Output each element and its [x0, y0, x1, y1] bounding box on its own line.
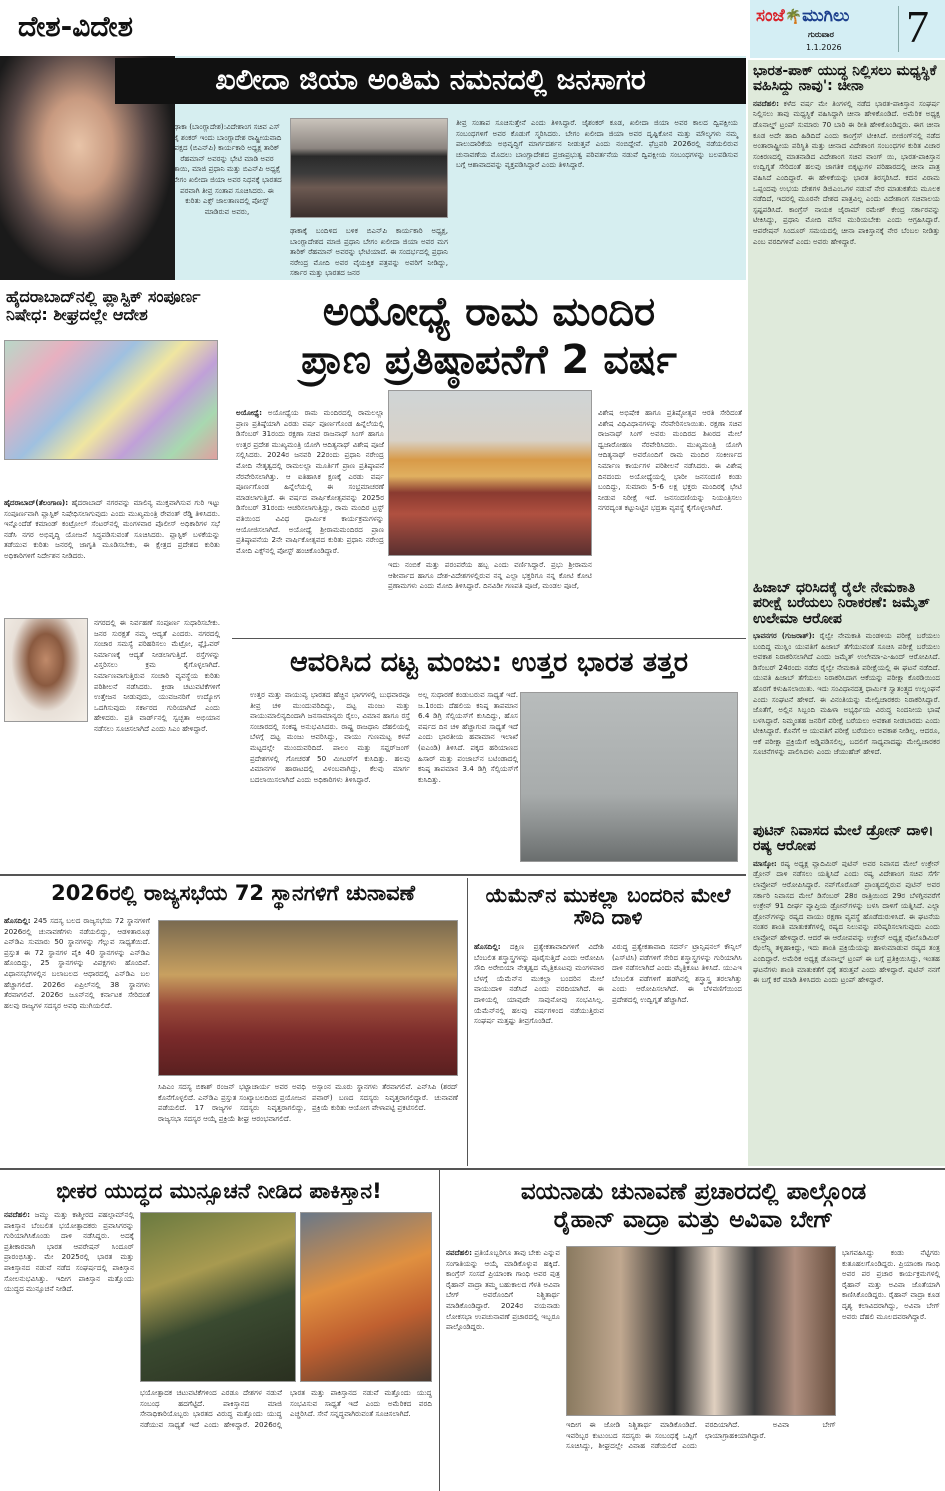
fog-text-col1: ಉತ್ತರ ಮತ್ತು ವಾಯುವ್ಯ ಭಾರತದ ಹೆಚ್ಚಿನ ಭಾಗಗಳಲ್ಲಿ ಬುಧವಾರವೂ ತೀವ್ರ ಚಳಿ ಮುಂದುವರಿದಿದ್ದು, ದಟ್ಟ ಮಂಜು ಮತ್ತು ವಾಯುಮಾಲಿನ್ಯದಿಂದಾಗಿ ಜನಸಾಮಾನ್ಯರು ರೈಲು, ವಿಮಾನ ಹಾಗೂ ರಸ್ತೆ ಸಂಚಾರದಲ್ಲಿ ಸಂಕಷ್ಟ ಅನುಭವಿಸಿದರು. ರಾಷ್ಟ್ರ ರಾಜಧಾನಿ ದೆಹಲಿಯಲ್ಲಿ ಬೆಳಗ್ಗೆ ದಟ್ಟ ಮಂಜು ಆವರಿಸಿದ್ದು, ವಾಯು ಗುಣಮಟ್ಟ ಕಳಪೆ ಮಟ್ಟದಲ್ಲೇ ಮುಂದುವರಿದಿದೆ. ಪಾಲಂ ಮತ್ತು ಸಫ್ದರ್‌ಜಂಗ್ ಪ್ರದೇಶಗಳಲ್ಲಿ ಗೋಚರತೆ 50 ಮೀಟರ್‌ಗೆ ಕುಸಿದಿತ್ತು. ಹಲವು ವಿಮಾನಗಳ ಹಾರಾಟದಲ್ಲಿ ವಿಳಂಬವಾಗಿದ್ದು, ಕೆಲವು ಮಾರ್ಗ ಬದಲಾಯಿಸಲಾಗಿದೆ ಎಂದು ಅಧಿಕಾರಿಗಳು ತಿಳಿಸಿದ್ದಾರೆ. — [250, 690, 410, 784]
wayanad-text-col1 — [446, 1248, 560, 1488]
dateline: ಹೊಸದಿಲ್ಲಿ: — [474, 942, 501, 951]
rajyasabha-text-col2: ಸಿಪಿಎಂ ಸದಸ್ಯ ಬಿಕಾಶ್ ರಂಜನ್ ಭಟ್ಟಾಚಾರ್ಯ ಅವರ ಅವಧಿ ಕೊನೆಗೊಳ್ಳಲಿದೆ. ಎನ್‌ಡಿಎ ಪ್ರಸ್ತುತ ಸಂಖ್ಯಾಬಲದಿಂದ ಪ್ರಯೋಜನ ಪಡೆಯಲಿದೆ. 17 ರಾಜ್ಯಗಳ ಸದಸ್ಯರು ನಿವೃತ್ತರಾಗಲಿದ್ದು, ರಾಜ್ಯಸಭಾ ಸದಸ್ಯರ ಆಯ್ಕೆ ಪ್ರಕ್ರಿಯೆ ಶೀಘ್ರ ಆರಂಭವಾಗಲಿದೆ. — [158, 1082, 306, 1123]
headline: ಖಲೀದಾ ಜಿಯಾ ಅಂತಿಮ ನಮನದಲ್ಲಿ ಜನಸಾಗರ — [215, 63, 646, 96]
pakistan-body-1: ಜಮ್ಮು ಮತ್ತು ಕಾಶ್ಮೀರದ ಪಹಲ್ಗಾಮ್‌ನಲ್ಲಿ ಪಾಕಿಸ್ತಾನ ಬೆಂಬಲಿತ ಭಯೋತ್ಪಾದಕರು ಪ್ರವಾಸಿಗರನ್ನು ಗುರಿಯಾಗಿಸಿಕೊಂಡು ದಾಳಿ ನಡೆಸಿದ್ದರು. ಅದಕ್ಕೆ ಪ್ರತೀಕಾರವಾಗಿ ಭಾರತ ಆಪರೇಷನ್ ಸಿಂದೂರ್ ಪ್ರಾರಂಭಿಸಿತ್ತು. ಮೇ 2025ರಲ್ಲಿ ಭಾರತ ಮತ್ತು ಪಾಕಿಸ್ತಾನದ ನಡುವೆ ನಡೆದ ಸಂಘರ್ಷದಲ್ಲಿ ಪಾಕಿಸ್ತಾನ ಸೋಲನುಭವಿಸಿತ್ತು. ಇದೀಗ ಪಾಕಿಸ್ತಾನ ಮತ್ತೊಂದು ಯುದ್ಧದ ಮುನ್ಸೂಚನೆ ನೀಡಿದೆ. — [4, 1210, 134, 1294]
yemen-headline: ಯೆಮೆನ್‌ನ ಮುಕಲ್ಲಾ ಬಂದರಿನ ಮೇಲೆ ಸೌದಿ ದಾಳಿ — [485, 883, 731, 929]
dateline: ಹೊಸದಿಲ್ಲಿ: — [4, 916, 31, 925]
dateline: ಅಯೋಧ್ಯೆ: — [236, 408, 262, 417]
putin-body: ರಷ್ಯ ಅಧ್ಯಕ್ಷ ವ್ಲಾದಿಮಿರ್ ಪುಟಿನ್ ಅವರ ನಿವಾಸದ ಮೇಲೆ ಉಕ್ರೇನ್ ಡ್ರೋನ್ ದಾಳಿ ನಡೆಸಲು ಯತ್ನಿಸಿದೆ ಎಂದು ರಷ್ಯ ವಿದೇಶಾಂಗ ಸಚಿವ ಸೆರ್ಗೆ ಲಾವ್ರೋವ್ ಆರೋಪಿಸಿದ್ದಾರೆ. ನವ್‌ಗೊರೊಡ್ ಪ್ರಾಂತ್ಯದಲ್ಲಿರುವ ಪುಟಿನ್ ಅವರ ಸರ್ಕಾರಿ ನಿವಾಸದ ಮೇಲೆ ಡಿಸೆಂಬರ್ 28ರ ರಾತ್ರಿಯಿಂದ 29ರ ಬೆಳಗ್ಗಿನವರೆಗೆ ಉಕ್ರೇನ್ 91 ದೀರ್ಘ ವ್ಯಾಪ್ತಿಯ ಡ್ರೋನ್‌ಗಳನ್ನು ಬಳಸಿ ದಾಳಿಗೆ ಯತ್ನಿಸಿದೆ. ಎಲ್ಲಾ ಡ್ರೋನ್‌ಗಳನ್ನು ರಷ್ಯದ ವಾಯು ರಕ್ಷಣಾ ವ್ಯವಸ್ಥೆ ಹೊಡೆದುರುಳಿಸಿದೆ. ಈ ಘಟನೆಯ ನಂತರ ಶಾಂತಿ ಮಾತುಕತೆಗಳಲ್ಲಿ ರಷ್ಯದ ನಿಲುವನ್ನು ಪರಿಷ್ಕರಿಸಲಾಗುವುದು ಎಂದು ಲಾವ್ರೋವ್ ಹೇಳಿದ್ದಾರೆ. ಆದರೆ ಈ ಆರೋಪವನ್ನು ಉಕ್ರೇನ್ ಅಧ್ಯಕ್ಷ ವೊಲೊಡಿಮಿರ್ ಝೆಲೆನ್ಸ್ಕಿ ತಳ್ಳಿಹಾಕಿದ್ದು, ಇದು ಶಾಂತಿ ಪ್ರಕ್ರಿಯೆಯನ್ನು ಹಾಳುಮಾಡುವ ರಷ್ಯದ ತಂತ್ರ ಎಂದಿದ್ದಾರೆ. ಅಮೆರಿಕ ಅಧ್ಯಕ್ಷ ಡೊನಾಲ್ಡ್ ಟ್ರಂಪ್ ಈ ಬಗ್ಗೆ ಪ್ರತಿಕ್ರಿಯಿಸಿದ್ದು, ಇಂತಹ ಘಟನೆಗಳು ಶಾಂತಿ ಮಾತುಕತೆಗೆ ಧಕ್ಕೆ ತರುತ್ತವೆ ಎಂದು ಹೇಳಿದ್ದಾರೆ. ಪುಟಿನ್ ನನಗೆ ಈ ಬಗ್ಗೆ ಕರೆ ಮಾಡಿ ತಿಳಿಸಿದರು ಎಂದು ಟ್ರಂಪ್ ಹೇಳಿದ್ದಾರೆ. — [753, 858, 940, 985]
rajyasabha-text-col3: ಅಸ್ಸಾಂನ ಮೂರು ಸ್ಥಾನಗಳು ತೆರವಾಗಲಿವೆ. ಎನ್‌ಸಿಪಿ (ಶರದ್ ಪವಾರ್) ಬಣದ ಸದಸ್ಯರು ನಿವೃತ್ತರಾಗಲಿದ್ದಾರೆ. ಚುನಾವಣೆ ಪ್ರಕ್ರಿಯೆ ಕುರಿತು ಆಯೋಗ ವೇಳಾಪಟ್ಟಿ ಪ್ರಕಟಿಸಲಿದೆ. — [312, 1082, 458, 1113]
dateline: ನವದೆಹಲಿ: — [4, 1210, 30, 1219]
photo-raihan-aviva — [566, 1246, 836, 1416]
section-header — [0, 0, 745, 56]
dateline: ನವದೆಹಲಿ: — [446, 1248, 472, 1257]
photo-dhaka-crowd — [290, 118, 448, 218]
story-text-col2: ಢಾಕಾಕ್ಕೆ ಬಂದಿಳಿದ ಬಳಿಕ ಬಿಎನ್‌ಪಿ ಕಾರ್ಯಕಾರಿ ಅಧ್ಯಕ್ಷ, ಬಾಂಗ್ಲಾದೇಶದ ಮಾಜಿ ಪ್ರಧಾನಿ ಬೇಗಂ ಖಲೀದಾ ಜಿಯಾ ಅವರ ಮಗ ತಾರಿಕ್ ರೆಹಮಾನ್ ಅವರನ್ನು ಭೇಟಿಯಾದೆ. ಈ ಸಂದರ್ಭದಲ್ಲಿ ಪ್ರಧಾನಿ ನರೇಂದ್ರ ಮೋದಿ ಅವರ ವೈಯಕ್ತಿಕ ಪತ್ರವನ್ನು ಅವರಿಗೆ ನೀಡಿದ್ದು, ಸರ್ಕಾರ ಮತ್ತು ಭಾರತದ ಜನರ — [290, 226, 448, 278]
sidebar — [748, 60, 945, 1166]
story-khaleda — [0, 56, 746, 280]
story-text-col1: ಢಾಕಾ (ಬಾಂಗ್ಲಾದೇಶ):ವಿದೇಶಾಂಗ ಸಚಿವ ಎಸ್ ಜೈ ಶಂಕರ್ ಇಂದು ಬಾಂಗ್ಲಾದೇಶ ರಾಷ್ಟ್ರೀಯವಾದಿ ಪಕ್ಷದ (ಬಿಎನ್‌ಪಿ) ಕಾರ್ಯಕಾರಿ ಅಧ್ಯಕ್ಷ ತಾರಿಕ್ ರೆಹಮಾನ್ ಅವರನ್ನು ಭೇಟಿ ಮಾಡಿ ಅವರ ತಾಯಿ, ಮಾಜಿ ಪ್ರಧಾನಿ ಮತ್ತು ಬಿಎನ್‌ಪಿ ಅಧ್ಯಕ್ಷೆ ಬೇಗಂ ಖಲೀದಾ ಜಿಯಾ ಅವರ ನಿಧನಕ್ಕೆ ಭಾರತದ ಪರವಾಗಿ ತೀವ್ರ ಸಂತಾಪ ಸೂಚಿಸಿದರು. ಈ ಕುರಿತು ಎಕ್ಸ್ ಜಾಲತಾಣದಲ್ಲಿ ಪೋಸ್ಟ್ ಮಾಡಿರುವ ಅವರು, — [172, 122, 282, 216]
masthead — [750, 0, 945, 58]
plastic-text-2: ನಗರದಲ್ಲಿ ಈ ನಿರ್ವಹಣೆ ಸಂಪೂರ್ಣ ಸುಧಾರಿಸಬೇಕು. ಜನರ ಸುರಕ್ಷತೆ ನಮ್ಮ ಆದ್ಯತೆ ಎಂದರು. ನಗರದಲ್ಲಿ ಸಂಚಾರ ಸಮಸ್ಯೆ ಪರಿಹರಿಸಲು ಮೆಟ್ರೋ, ಫ್ಲೈಓವರ್ ನಿರ್ಮಾಣಕ್ಕೆ ಆದ್ಯತೆ ನೀಡಲಾಗುತ್ತಿದೆ. ರಸ್ತೆಗಳನ್ನು ವಿಸ್ತರಿಸಲು ಕ್ರಮ ಕೈಗೊಳ್ಳಲಾಗಿದೆ. ನಿರ್ಮಾಣವಾಗುತ್ತಿರುವ ಸಂಚಾರಿ ವ್ಯವಸ್ಥೆಯ ಕುರಿತು ಪರಿಶೀಲನೆ ನಡೆಸಿದರು. ಕ್ರೀಡಾ ಚಟುವಟಿಕೆಗಳಿಗೆ ಉತ್ತೇಜನ ನೀಡುವುದು, ಯುವಜನರಿಗೆ ಉದ್ಯೋಗ ಒದಗಿಸುವುದು ಸರ್ಕಾರದ ಗುರಿಯಾಗಿದೆ ಎಂದು ಹೇಳಿದರು. ಪ್ರತಿ ವಾರ್ಡ್‌ನಲ್ಲಿ ಸ್ವಚ್ಛತಾ ಅಭಿಯಾನ ನಡೆಸಲು ಸೂಚಿಸಲಾಗಿದೆ ಎಂದು ಸಿಎಂ ಹೇಳಿದ್ದಾರೆ. — [94, 618, 220, 733]
china-text — [753, 99, 940, 579]
ayodhya-headline-line1: ಅಯೋಧ್ಯೆ ರಾಮ ಮಂದಿರ — [322, 289, 656, 335]
day: ಗುರುವಾರ — [808, 30, 834, 39]
logo-text-right: ಮುಗಿಲು — [802, 6, 850, 26]
china-body: ಕಳೆದ ವರ್ಷ ಮೇ ತಿಂಗಳಲ್ಲಿ ನಡೆದ ಭಾರತ-ಪಾಕಿಸ್ತಾನ ಸಂಘರ್ಷ ನಿಲ್ಲಿಸಲು ತಾವು ಮಧ್ಯಸ್ಥಿಕೆ ವಹಿಸಿದ್ದಾಗಿ ಚೀನಾ ಹೇಳಿಕೊಂಡಿದೆ. ಅಮೆರಿಕ ಅಧ್ಯಕ್ಷ ಡೊನಾಲ್ಡ್ ಟ್ರಂಪ್ ಸುಮಾರು 70 ಬಾರಿ ಈ ರೀತಿ ಹೇಳಿಕೊಂಡಿದ್ದರು. ಈಗ ಚೀನಾ ಕೂಡ ಅದೇ ಹಾದಿ ಹಿಡಿದಿದೆ ಎಂದು ಕಾಂಗ್ರೆಸ್ ಟೀಕಿಸಿದೆ. ಬೀಜಿಂಗ್‌ನಲ್ಲಿ ನಡೆದ ಅಂತಾರಾಷ್ಟ್ರೀಯ ಪರಿಸ್ಥಿತಿ ಮತ್ತು ಚೀನಾದ ವಿದೇಶಾಂಗ ಸಂಬಂಧಗಳ ಕುರಿತ ವಿಚಾರ ಸಂಕಿರಣದಲ್ಲಿ ಮಾತನಾಡಿದ ವಿದೇಶಾಂಗ ಸಚಿವ ವಾಂಗ್ ಯಿ, ಭಾರತ-ಪಾಕಿಸ್ತಾನ ಉದ್ವಿಗ್ನತೆ ಸೇರಿದಂತೆ ಹಲವು ಜಾಗತಿಕ ಬಿಕ್ಕಟ್ಟುಗಳ ಪರಿಹಾರದಲ್ಲಿ ಚೀನಾ ಪಾತ್ರ ವಹಿಸಿದೆ ಎಂದಿದ್ದಾರೆ. ಈ ಹೇಳಿಕೆಯನ್ನು ಭಾರತ ತಿರಸ್ಕರಿಸಿದೆ. ಕದನ ವಿರಾಮ ಒಪ್ಪಂದವು ಉಭಯ ದೇಶಗಳ ಡಿಜಿಎಂಒಗಳ ನಡುವೆ ನೇರ ಮಾತುಕತೆಯ ಮೂಲಕ ನಡೆದಿದೆ, ಇದರಲ್ಲಿ ಮೂರನೇ ದೇಶದ ಪಾತ್ರವಿಲ್ಲ ಎಂದು ವಿದೇಶಾಂಗ ಸಚಿವಾಲಯ ಸ್ಪಷ್ಟಪಡಿಸಿದೆ. ಕಾಂಗ್ರೆಸ್ ನಾಯಕ ಜೈರಾಮ್ ರಮೇಶ್ ಕೇಂದ್ರ ಸರ್ಕಾರವನ್ನು ಟೀಕಿಸಿದ್ದು, ಪ್ರಧಾನಿ ಮೋದಿ ಮೌನ ಮುರಿಯಬೇಕು ಎಂದು ಆಗ್ರಹಿಸಿದ್ದಾರೆ. ಆಪರೇಷನ್ ಸಿಂದೂರ್ ಸಮಯದಲ್ಲಿ ಚೀನಾ ಪಾಕಿಸ್ತಾನಕ್ಕೆ ನೇರ ಬೆಂಬಲ ನೀಡಿತ್ತು ಎಂಬ ವರದಿಗಳಿವೆ ಎಂದು ಅವರು ಹೇಳಿದ್ದಾರೆ. — [753, 98, 940, 246]
wayanad-body-1: ಪ್ರತಿಯೊಬ್ಬರಿಗೂ ತಾವು ಬೇಕು ಎನ್ನುವ ಸಂಗಾತಿಯನ್ನು ಆಯ್ಕೆ ಮಾಡಿಕೊಳ್ಳುವ ಹಕ್ಕಿದೆ. ಕಾಂಗ್ರೆಸ್ ಸಂಸದೆ ಪ್ರಿಯಾಂಕಾ ಗಾಂಧಿ ಅವರ ಪುತ್ರ ರೈಹಾನ್ ವಾದ್ರಾ ತಮ್ಮ ಬಹುಕಾಲದ ಗೆಳತಿ ಅವಿವಾ ಬೇಗ್ ಅವರೊಂದಿಗೆ ನಿಶ್ಚಿತಾರ್ಥ ಮಾಡಿಕೊಂಡಿದ್ದಾರೆ. 2024ರ ವಯನಾಡು ಲೋಕಸಭಾ ಉಪಚುನಾವಣೆ ಪ್ರಚಾರದಲ್ಲಿ ಇಬ್ಬರೂ ಪಾಲ್ಗೊಂಡಿದ್ದರು. — [446, 1248, 560, 1332]
story-fog — [232, 640, 746, 872]
pakistan-text-col1 — [4, 1210, 134, 1488]
plastic-body-1: ಹೈದರಾಬಾದ್ ನಗರವನ್ನು ಮಾಲಿನ್ಯ ಮುಕ್ತವಾಗಿಸುವ ಗುರಿ ಇಟ್ಟು ಸಂಪೂರ್ಣವಾಗಿ ಪ್ಲಾಸ್ಟಿಕ್ ನಿಷೇಧಿಸಲಾಗುವುದು ಎಂದು ಮುಖ್ಯಮಂತ್ರಿ ರೇವಂತ್ ರೆಡ್ಡಿ ತಿಳಿಸಿದರು. ಇನ್ನೊಂದೆಡೆ ಕಮಾಂಡ್ ಕಂಟ್ರೋಲ್ ಸೆಂಟರ್‌ನಲ್ಲಿ ಮಂಗಳವಾರ ಪೊಲೀಸ್ ಅಧಿಕಾರಿಗಳ ಸಭೆ ನಡೆಸಿ ನಗರ ಅಭಿವೃದ್ಧಿ ಯೋಜನೆ ಸಿದ್ಧಪಡಿಸುವಂತೆ ಸೂಚಿಸಿದರು. ಪ್ಲಾಸ್ಟಿಕ್ ಬಳಕೆಯನ್ನು ತಡೆಯುವ ಕುರಿತು ಜನರಲ್ಲಿ ಜಾಗೃತಿ ಮೂಡಿಸಬೇಕು, ಈ ಕ್ಷೇತ್ರದ ಪ್ರದೇಶದ ಕುರಿತು ಅಧಿಕಾರಿಗಳಿಗೆ ನಿರ್ದೇಶನ ನೀಡಿದರು. — [4, 498, 220, 560]
logo — [756, 6, 849, 26]
wayanad-headline-line1: ವಯನಾಡು ಚುನಾವಣೆ ಪ್ರಚಾರದಲ್ಲಿ ಪಾಲ್ಗೊಂಡ — [520, 1179, 867, 1205]
wayanad-headline-line2: ರೈಹಾನ್ ವಾದ್ರಾ ಮತ್ತು ಅವಿವಾ ಬೇಗ್ — [553, 1207, 834, 1234]
palm-icon: 🌴 — [784, 9, 803, 25]
story-ayodhya — [232, 284, 746, 638]
photo-revanth-reddy — [4, 618, 88, 722]
plastic-headline: ಹೈದರಾಬಾದ್‌ನಲ್ಲಿ ಪ್ಲಾಸ್ಟಿಕ್ ಸಂಪೂರ್ಣ ನಿಷೇಧ: ಶೀಘ್ರದಲ್ಲೇ ಆದೇಶ — [6, 287, 201, 324]
photo-missile — [300, 1212, 432, 1382]
date: 1.1.2026 — [806, 43, 842, 52]
yemen-text-col2: ವಿರುದ್ಧ ಪ್ರತ್ಯೇಕತಾವಾದಿ ಸದರ್ನ್ ಟ್ರಾನ್ಸಿಷನಲ್ ಕೌನ್ಸಿಲ್ (ಎಸ್‌ಟಿಸಿ) ಪಡೆಗಳಿಗೆ ಸೇರಿದ ಶಸ್ತ್ರಾಸ್ತ್ರಗಳನ್ನು ಗುರಿಯಾಗಿಸಿ ದಾಳಿ ನಡೆಸಲಾಗಿದೆ ಎಂದು ಮೈತ್ರಿಕೂಟ ತಿಳಿಸಿದೆ. ಯುಎಇ ಬೆಂಬಲಿತ ಪಡೆಗಳಿಗೆ ಹಡಗಿನಲ್ಲಿ ಶಸ್ತ್ರಾಸ್ತ್ರ ತರಲಾಗಿತ್ತು ಎಂದು ಆರೋಪಿಸಲಾಗಿದೆ. ಈ ಬೆಳವಣಿಗೆಯಿಂದ ಪ್ರದೇಶದಲ್ಲಿ ಉದ್ವಿಗ್ನತೆ ಹೆಚ್ಚಾಗಿದೆ. — [612, 942, 742, 1004]
ayodhya-text-col2: ಇದು ನಂಬಿಕೆ ಮತ್ತು ಪರಂಪರೆಯ ಹಬ್ಬ ಎಂದು ವರ್ಣಿಸಿದ್ದಾರೆ. ಪ್ರಭು ಶ್ರೀರಾಮನ ಆಶೀರ್ವಾದ ಹಾಗೂ ದೇಶ-ವಿದೇಶಗಳಲ್ಲಿರುವ ನನ್ನ ಎಲ್ಲಾ ಭಕ್ತರಿಗೂ ನನ್ನ ಕೋಟಿ ಕೋಟಿ ಪ್ರಣಾಮಗಳು ಎಂದು ಮೋದಿ ತಿಳಿಸಿದ್ದಾರೆ. ದಿನವಿಡೀ ಗಣಪತಿ ಪೂಜೆ, ಮಂಡಲ ಪೂಜೆ, — [388, 560, 592, 591]
ayodhya-headline-line2: ಪ್ರಾಣ ಪ್ರತಿಷ್ಠಾಪನೆಗೆ 2 ವರ್ಷ — [301, 337, 677, 383]
story-rajyasabha — [0, 878, 466, 1166]
story-wayanad — [442, 1170, 945, 1491]
plastic-text-1 — [4, 498, 220, 618]
ayodhya-body-1: ಅಯೋಧ್ಯೆಯ ರಾಮ ಮಂದಿರದಲ್ಲಿ ರಾಮಲಲ್ಲಾ ಪ್ರಾಣ ಪ್ರತಿಷ್ಠೆಯಾಗಿ ಎರಡು ವರ್ಷ ಪೂರ್ಣಗೊಂಡ ಹಿನ್ನೆಲೆಯಲ್ಲಿ ಡಿಸೆಂಬರ್ 31ರಂದು ರಕ್ಷಣಾ ಸಚಿವ ರಾಜನಾಥ್ ಸಿಂಗ್ ಹಾಗೂ ಉತ್ತರ ಪ್ರದೇಶ ಮುಖ್ಯಮಂತ್ರಿ ಯೋಗಿ ಆದಿತ್ಯನಾಥ್ ವಿಶೇಷ ಪೂಜೆ ಸಲ್ಲಿಸಿದರು. 2024ರ ಜನವರಿ 22ರಂದು ಪ್ರಧಾನಿ ನರೇಂದ್ರ ಮೋದಿ ನೇತೃತ್ವದಲ್ಲಿ ರಾಮಲಲ್ಲಾ ಮೂರ್ತಿಗೆ ಪ್ರಾಣ ಪ್ರತಿಷ್ಠಾಪನೆ ನೆರವೇರಿಸಲಾಗಿತ್ತು. ಆ ಐತಿಹಾಸಿಕ ಕ್ಷಣಕ್ಕೆ ಎರಡು ವರ್ಷ ಪೂರ್ಣಗೊಂಡ ಹಿನ್ನೆಲೆಯಲ್ಲಿ ಈ ಸಂಭ್ರಮಾಚರಣೆ ಮಾಡಲಾಗುತ್ತಿದೆ. ಈ ವರ್ಷದ ವಾರ್ಷಿಕೋತ್ಸವವನ್ನು 2025ರ ಡಿಸೆಂಬರ್ 31ರಂದು ಆಚರಿಸಲಾಗುತ್ತಿದ್ದು, ರಾಮ ಮಂದಿರ ಟ್ರಸ್ಟ್ ವತಿಯಿಂದ ವಿವಿಧ ಧಾರ್ಮಿಕ ಕಾರ್ಯಕ್ರಮಗಳನ್ನು ಆಯೋಜಿಸಲಾಗಿದೆ. ಅಯೋಧ್ಯೆ ಶ್ರೀರಾಮಮಂದಿರದ ಪ್ರಾಣ ಪ್ರತಿಷ್ಠಾಪನೆಯ 2ನೇ ವಾರ್ಷಿಕೋತ್ಸವದ ಕುರಿತು ಪ್ರಧಾನಿ ನರೇಂದ್ರ ಮೋದಿ ಎಕ್ಸ್‌ನಲ್ಲಿ ಪೋಸ್ಟ್ ಹಂಚಿಕೊಂಡಿದ್ದಾರೆ. — [236, 408, 384, 555]
yemen-body-1: ದಕ್ಷಿಣ ಪ್ರತ್ಯೇಕತಾವಾದಿಗಳಿಗೆ ವಿದೇಶಿ ಬೆಂಬಲಿತ ಶಸ್ತ್ರಾಸ್ತ್ರಗಳನ್ನು ಪೂರೈಸುತ್ತಿದೆ ಎಂದು ಆರೋಪಿಸಿ ಸೌದಿ ಅರೇಬಿಯಾ ನೇತೃತ್ವದ ಮೈತ್ರಿಕೂಟವು ಮಂಗಳವಾರ ಬೆಳಗ್ಗೆ ಯೆಮೆನ್‌ನ ಮುಕಲ್ಲಾ ಬಂದರಿನ ಮೇಲೆ ವಾಯುದಾಳಿ ನಡೆಸಿದೆ ಎಂದು ವರದಿಯಾಗಿದೆ. ಈ ದಾಳಿಯಲ್ಲಿ ಯಾವುದೇ ಸಾವುನೋವು ಸಂಭವಿಸಿಲ್ಲ. ಯೆಮೆನ್‌ನಲ್ಲಿ ಹಲವು ವರ್ಷಗಳಿಂದ ನಡೆಯುತ್ತಿರುವ ಸಂಘರ್ಷ ಮತ್ತಷ್ಟು ತೀವ್ರಗೊಂಡಿದೆ. — [474, 942, 604, 1026]
story-text-col3: ತೀವ್ರ ಸಂತಾಪ ಸೂಚಿಸುತ್ತೇನೆ ಎಂದು ತಿಳಿಸಿದ್ದಾರೆ. ಜೈಶಂಕರ್ ಕೂಡ, ಖಲೀದಾ ಜಿಯಾ ಅವರ ಕಾಲದ ದ್ವಿಪಕ್ಷೀಯ ಸಂಬಂಧಗಳಿಗೆ ಅವರ ಕೊಡುಗೆ ಸ್ಮರಿಸಿದರು. ಬೇಗಂ ಖಲೀದಾ ಜಿಯಾ ಅವರ ದೃಷ್ಟಿಕೋನ ಮತ್ತು ಮೌಲ್ಯಗಳು ನಮ್ಮ ಪಾಲುದಾರಿಕೆಯ ಅಭಿವೃದ್ಧಿಗೆ ಮಾರ್ಗದರ್ಶನ ನೀಡುತ್ತವೆ ಎಂದು ನಂಬಿದ್ದೇವೆ. ಫೆಬ್ರವರಿ 2026ರಲ್ಲಿ ನಡೆಯಲಿರುವ ಚುನಾವಣೆಯ ಮೊದಲು ಬಾಂಗ್ಲಾದೇಶದ ಪ್ರಜಾಪ್ರಭುತ್ವ ಪರಿವರ್ತನೆಯ ನಡುವೆ ದ್ವಿಪಕ್ಷೀಯ ಸಂಬಂಧಗಳನ್ನು ಬಲಪಡಿಸುವ ಬಗ್ಗೆ ಆಶಾವಾದವನ್ನು ವ್ಯಕ್ತಪಡಿಸಿದ್ದಾರೆ ಎಂದು ತಿಳಿಸಿದ್ದಾರೆ. — [456, 118, 738, 170]
dateline: ಹೈದರಾಬಾದ್(ತೆಲಂಗಾಣ): — [4, 498, 69, 507]
photo-fighter-jet — [140, 1212, 296, 1382]
ayodhya-text-col1 — [236, 408, 384, 634]
page-number: 7 — [906, 1, 929, 52]
photo-ram-mandir — [388, 390, 592, 556]
photo-plastic-bags — [4, 340, 218, 460]
hijab-body: ರೈಲ್ವೇ ನೇಮಕಾತಿ ಮಂಡಳಿಯ ಪರೀಕ್ಷೆ ಬರೆಯಲು ಬಂದಿದ್ದ ಮುಸ್ಲಿಂ ಯುವತಿಗೆ ಹಿಜಾಬ್ ತೆಗೆಯುವಂತೆ ಸೂಚಿಸಿ ಪರೀಕ್ಷೆ ಬರೆಯಲು ಅವಕಾಶ ನಿರಾಕರಿಸಲಾಗಿದೆ ಎಂದು ಜಮೈತ್ ಉಲೇಮಾ-ಎ-ಹಿಂದ್ ಆರೋಪಿಸಿದೆ. ಡಿಸೆಂಬರ್ 24ರಂದು ನಡೆದ ರೈಲ್ವೇ ನೇಮಕಾತಿ ಪರೀಕ್ಷೆಯಲ್ಲಿ ಈ ಘಟನೆ ನಡೆದಿದೆ. ಯುವತಿ ಹಿಜಾಬ್ ತೆಗೆಯಲು ನಿರಾಕರಿಸಿದಾಗ ಆಕೆಯನ್ನು ಪರೀಕ್ಷಾ ಕೊಠಡಿಯಿಂದ ಹೊರಗೆ ಕಳುಹಿಸಲಾಯಿತು. ಇದು ಸಂವಿಧಾನದತ್ತ ಧಾರ್ಮಿಕ ಸ್ವಾತಂತ್ರ್ಯದ ಉಲ್ಲಂಘನೆ ಎಂದು ಸಂಘಟನೆ ಹೇಳಿದೆ. ಈ ವಿನಂತಿಯನ್ನು ಮೇಲ್ವಿಚಾರಕರು ನಿರಾಕರಿಸಿದ್ದಾರೆ. ಜೊತೆಗೆ, ಅಲ್ಲಿನ ಸಿಬ್ಬಂದಿ ಮಹಿಳಾ ಅಭ್ಯರ್ಥಿಯ ವಿರುದ್ಧ ನಿಂದನೀಯ ಭಾಷೆ ಬಳಸಿದ್ದಾರೆ. ನಿಮ್ಮಂತಹ ಜನರಿಗೆ ಪರೀಕ್ಷೆ ಬರೆಯಲು ಅವಕಾಶ ನೀಡಬಾರದು ಎಂದು ಟೀಕಿಸಿದ್ದಾರೆ. ಕೊನೆಗೆ ಆ ಯುವತಿಗೆ ಪರೀಕ್ಷೆ ಬರೆಯಲು ಅವಕಾಶ ನೀಡಿಲ್ಲ. ಆದರೂ, ಆಕೆ ಪರೀಕ್ಷಾ ಪ್ರಕ್ರಿಯೆಗೆ ಅಡ್ಡಿಪಡಿಸಲಿಲ್ಲ, ಬದಲಿಗೆ ಸಾಧ್ಯವಾದಷ್ಟು ಮೇಲ್ವಿಚಾರಕರ ಸೂಚನೆಗಳನ್ನು ಪಾಲಿಸಿದಳು ಎಂದು ಜೆಯುಹೆಚ್ ಹೇಳಿದೆ. — [753, 630, 940, 757]
logo-text-left: ಸಂಜೆ — [756, 6, 785, 26]
rajyasabha-headline: 2026ರಲ್ಲಿ ರಾಜ್ಯಸಭೆಯ 72 ಸ್ಥಾನಗಳಿಗೆ ಚುನಾವಣೆ — [51, 881, 415, 905]
dateline: ನವದೆಹಲಿ: — [753, 98, 779, 108]
hijab-headline: ಹಿಜಾಬ್ ಧರಿಸಿದಕ್ಕೆ ರೈಲೇ ನೇಮಕಾತಿ ಪರೀಕ್ಷೆ ಬರೆಯಲು ನಿರಾಕರಣೆ: ಜಮೈತ್ ಉಲೇಮಾ ಆರೋಪ — [753, 579, 930, 627]
story-plastic — [0, 284, 228, 874]
pakistan-text-col2: ಭಯೋತ್ಪಾದಕ ಚಟುವಟಿಕೆಗಳಿಂದ ಎರಡೂ ದೇಶಗಳ ನಡುವೆ ಸಂಬಂಧ ಹದಗೆಟ್ಟಿದೆ. ಪಾಕಿಸ್ತಾನದ ಮಾಜಿ ಸೇನಾಧಿಕಾರಿಯೊಬ್ಬರು ಭಾರತದ ವಿರುದ್ಧ ಮತ್ತೊಂದು ಯುದ್ಧ ನಡೆಯುವ ಸಾಧ್ಯತೆ ಇದೆ ಎಂದು ಹೇಳಿದ್ದಾರೆ. 2026ರಲ್ಲಿ ಭಾರತ ಮತ್ತು ಪಾಕಿಸ್ತಾನದ ನಡುವೆ ಮತ್ತೊಂದು ಯುದ್ಧ ಸಂಭವಿಸುವ ಸಾಧ್ಯತೆ ಇದೆ ಎಂದು ಅಮೆರಿಕದ ವರದಿ ಎಚ್ಚರಿಸಿದೆ. ಸೇನೆ ಸನ್ನದ್ಧವಾಗಿರುವಂತೆ ಸೂಚಿಸಲಾಗಿದೆ. — [140, 1388, 432, 1429]
dateline: ಭಾವನಗರ (ಗುಜರಾತ್): — [753, 630, 815, 640]
dateline: ಮಾಸ್ಕೋ: — [753, 858, 777, 868]
putin-text — [753, 859, 940, 1129]
section-title: ದೇಶ-ವಿದೇಶ — [18, 10, 133, 43]
rajyasabha-body-1: 245 ಸದಸ್ಯ ಬಲದ ರಾಜ್ಯಸಭೆಯ 72 ಸ್ಥಾನಗಳಿಗೆ 2026ರಲ್ಲಿ ಚುನಾವಣೆಗಳು ನಡೆಯಲಿದ್ದು, ಆಡಳಿತಾರೂಢ ಎನ್‌ಡಿಎ ಸುಮಾರು 50 ಸ್ಥಾನಗಳನ್ನು ಗೆಲ್ಲುವ ಸಾಧ್ಯತೆಯಿದೆ. ಪ್ರಸ್ತುತ ಈ 72 ಸ್ಥಾನಗಳ ಪೈಕಿ 40 ಸ್ಥಾನಗಳನ್ನು ಎನ್‌ಡಿಎ ಹೊಂದಿದ್ದು, 25 ಸ್ಥಾನಗಳನ್ನು ವಿಪಕ್ಷಗಳು ಹೊಂದಿವೆ. ವಿಧಾನಸಭೆಗಳಲ್ಲಿನ ಬಲಾಬಲದ ಆಧಾರದಲ್ಲಿ ಎನ್‌ಡಿಎ ಬಲ ಹೆಚ್ಚಾಗಲಿದೆ. 2026ರ ಏಪ್ರಿಲ್‌ನಲ್ಲಿ 38 ಸ್ಥಾನಗಳು ತೆರವಾಗಲಿವೆ. 2026ರ ಜೂನ್‌ನಲ್ಲಿ ಕರ್ನಾಟಕ ಸೇರಿದಂತೆ ಹಲವು ರಾಜ್ಯಗಳ ಸದಸ್ಯರ ಅವಧಿ ಮುಗಿಯಲಿದೆ. — [4, 916, 150, 1010]
fog-headline: ಆವರಿಸಿದ ದಟ್ಟ ಮಂಜು: ಉತ್ತರ ಭಾರತ ತತ್ತರ — [289, 647, 689, 678]
photo-rajya-sabha-chamber — [158, 920, 458, 1076]
photo-fog-road — [520, 692, 738, 862]
hijab-text — [753, 631, 940, 816]
pakistan-headline: ಭೀಕರ ಯುದ್ಧದ ಮುನ್ಸೂಚನೆ ನೀಡಿದ ಪಾಕಿಸ್ತಾನ! — [56, 1179, 382, 1203]
wayanad-text-col2: ಇದೀಗ ಈ ಜೋಡಿ ನಿಶ್ಚಿತಾರ್ಥ ಮಾಡಿಕೊಂಡಿದೆ. ಇವರಿಬ್ಬರ ಕುಟುಂಬದ ಸದಸ್ಯರು ಈ ಸಂಬಂಧಕ್ಕೆ ಒಪ್ಪಿಗೆ ಸೂಚಿಸಿದ್ದು, ಶೀಘ್ರದಲ್ಲೇ ವಿವಾಹ ನಡೆಯಲಿದೆ ಎಂದು ವರದಿಯಾಗಿದೆ. ಅವಿವಾ ಬೇಗ್ ಛಾಯಾಗ್ರಾಹಕಿಯಾಗಿದ್ದಾರೆ. — [566, 1420, 836, 1451]
fog-text-col2: ಅಲ್ಲ ಸುಧಾರಣೆ ಕಂಡುಬರುವ ಸಾಧ್ಯತೆ ಇದೆ. ಜ.1ರಂದು ದೆಹಲಿಯ ಕನಿಷ್ಠ ತಾಪಮಾನ 6.4 ಡಿಗ್ರಿ ಸೆಲ್ಸಿಯಸ್‌ಗೆ ಕುಸಿದಿದ್ದು, ಹೊಸ ವರ್ಷದ ದಿನ ಚಳಿ ಹೆಚ್ಚಾಗುವ ಸಾಧ್ಯತೆ ಇದೆ ಎಂದು ಭಾರತೀಯ ಹವಾಮಾನ ಇಲಾಖೆ (ಐಎಂಡಿ) ತಿಳಿಸಿದೆ. ಪಕ್ಕದ ಹರಿಯಾಣದ ಹಿಸಾರ್ ಮತ್ತು ಪಂಜಾಬ್‌ನ ಬಟಿಂಡಾದಲ್ಲಿ ಕನಿಷ್ಠ ತಾಪಮಾನ 3.4 ಡಿಗ್ರಿ ಸೆಲ್ಸಿಯಸ್‌ಗೆ ಕುಸಿದಿತ್ತು. — [418, 690, 518, 784]
rajyasabha-text-col1 — [4, 916, 150, 1162]
ayodhya-text-col3: ವಿಶೇಷ ಅಭಿಷೇಕ ಹಾಗೂ ಪ್ರತಿಷ್ಠೋತ್ಸವ ಆರತಿ ಸೇರಿದಂತೆ ವಿಶೇಷ ವಿಧಿವಿಧಾನಗಳನ್ನು ನೆರವೇರಿಸಲಾಯಿತು. ರಕ್ಷಣಾ ಸಚಿವ ರಾಜನಾಥ್ ಸಿಂಗ್ ಅವರು ಮಂದಿರದ ಶಿಖರದ ಮೇಲೆ ಧ್ವಜಾರೋಹಣ ನೆರವೇರಿಸಿದರು. ಮುಖ್ಯಮಂತ್ರಿ ಯೋಗಿ ಆದಿತ್ಯನಾಥ್ ಅವರೊಂದಿಗೆ ರಾಮ ಮಂದಿರ ಸಂಕೀರ್ಣದ ನಿರ್ಮಾಣ ಕಾರ್ಯಗಳ ಪರಿಶೀಲನೆ ನಡೆಸಿದರು. ಈ ವಿಶೇಷ ದಿನದಂದು ಅಯೋಧ್ಯೆಯಲ್ಲಿ ಭಾರೀ ಜನಸಂದಣಿ ಕಂಡು ಬಂದಿದ್ದು, ಸುಮಾರು 5-6 ಲಕ್ಷ ಭಕ್ತರು ಮಂದಿರಕ್ಕೆ ಭೇಟಿ ನೀಡುವ ನಿರೀಕ್ಷೆ ಇದೆ. ಜನಸಂದಣಿಯನ್ನು ನಿಯಂತ್ರಿಸಲು ನಗರದ್ಯಂತ ಕಟ್ಟುನಿಟ್ಟಿನ ಭದ್ರತಾ ವ್ಯವಸ್ಥೆ ಕೈಗೊಳ್ಳಲಾಗಿದೆ. — [598, 408, 742, 513]
wayanad-text-col3: ಭಾಗವಹಿಸಿದ್ದು ಕಂಡು ನೆಟ್ಟಿಗರು ಕುತೂಹಲಗೊಂಡಿದ್ದರು. ಪ್ರಿಯಾಂಕಾ ಗಾಂಧಿ ಅವರ ಪರ ಪ್ರಚಾರ ಕಾರ್ಯಕ್ರಮಗಳಲ್ಲಿ ರೈಹಾನ್ ಮತ್ತು ಅವಿವಾ ಜೊತೆಯಾಗಿ ಕಾಣಿಸಿಕೊಂಡಿದ್ದರು. ರೈಹಾನ್ ವಾದ್ರಾ ಕೂಡ ದೃಶ್ಯ ಕಲಾವಿದರಾಗಿದ್ದು, ಅವಿವಾ ಬೇಗ್ ಅವರು ದೆಹಲಿ ಮೂಲದವರಾಗಿದ್ದಾರೆ. — [842, 1248, 940, 1321]
putin-headline: ಪುಟಿನ್ ನಿವಾಸದ ಮೇಲೆ ಡ್ರೋನ್ ದಾಳಿ। ರಷ್ಯ ಆರೋಪ — [753, 822, 934, 855]
story-yemen — [470, 878, 746, 1166]
story-pakistan — [0, 1170, 438, 1491]
yemen-text-col1 — [474, 942, 604, 1162]
china-headline: ಭಾರತ-ಪಾಕ್ ಯುದ್ಧ ನಿಲ್ಲಿಸಲು ಮಧ್ಯಸ್ಥಿಕೆ ವಹಿಸಿದ್ದು ನಾವು': ಚೀನಾ — [753, 63, 937, 95]
